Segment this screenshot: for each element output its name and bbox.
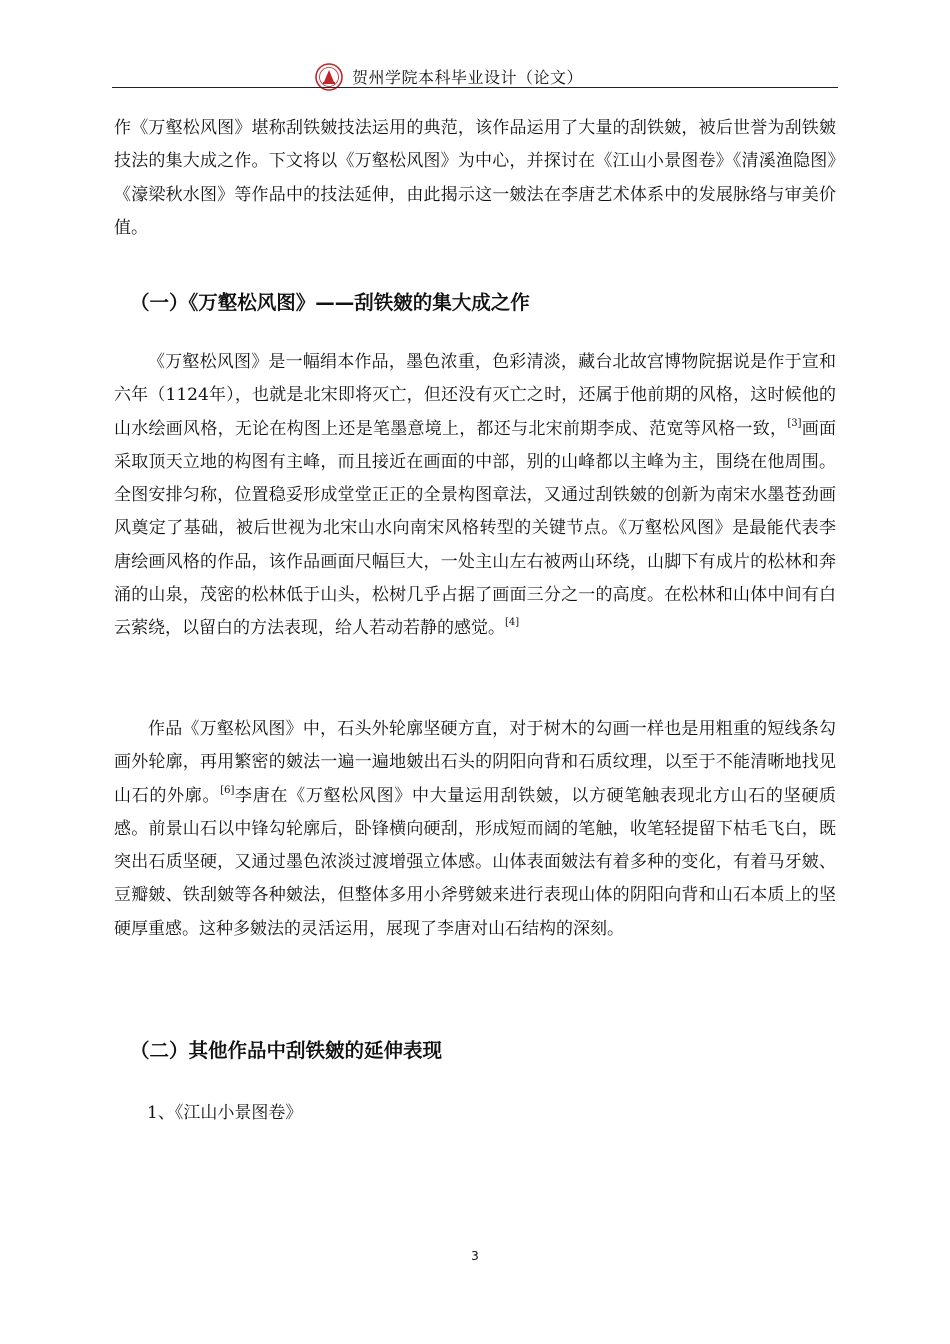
citation-ref: [6] [220,784,235,796]
citation-ref: [3] [787,417,802,429]
header-divider [112,87,838,88]
list-item: 1、《江山小景图卷》 [147,1103,303,1123]
paragraph-text: 《万壑松风图》是一幅绢本作品，墨色浓重，色彩清淡，藏台北故宫博物院据说是作于宣和六年（1124年），也就是北宋即将灭亡，但还没有灭亡之时，还属于他前期的风格，这时候他的山水绘画风格，无论在构图上还是笔墨意境上，都还与北宋前期李成、范宽等风格一致， [114,352,836,439]
body-paragraph-2 [114,713,836,946]
paragraph-text: 李唐在《万壑松风图》中大量运用刮铁皴，以方硬笔触表现北方山石的坚硬质感。前景山石以中锋勾轮廓后，卧锋横向硬刮，形成短而阔的笔触，收笔轻提留下枯毛飞白，既突出石质坚硬，又通过墨色浓淡过渡增强立体感。山体表面皴法有着多种的变化，有着马牙皴、豆瓣皴、铁刮皴等各种皴法，但整体多用小斧劈皴来进行表现山体的阴阳向背和山石本质上的坚硬厚重感。这种多皴法的灵活运用，展现了李唐对山石结构的深刻。 [114,785,837,939]
page-number: 3 [471,1249,479,1263]
citation-ref: [4] [505,617,520,629]
section-heading-1: （一）《万壑松风图》——刮铁皴的集大成之作 [130,291,530,314]
body-paragraph-1 [114,346,836,646]
paragraph-text: 作品《万壑松风图》中，石头外轮廓坚硬方直，对于树木的勾画一样也是用粗重的短线条勾画外轮廓，再用繁密的皴法一遍一遍地皴出石头的阴阳向背和石质纹理，以至于不能清晰地找见山石的外廓。 [114,719,836,806]
intro-paragraph: 作《万壑松风图》堪称刮铁皴技法运用的典范，该作品运用了大量的刮铁皴，被后世誉为刮铁皴技法的集大成之作。下文将以《万壑松风图》为中心，并探讨在《江山小景图卷》《清溪渔隐图》《濠梁秋水图》等作品中的技法延伸，由此揭示这一皴法在李唐艺术体系中的发展脉络与审美价值。 [114,118,836,238]
section-heading-2: （二）其他作品中刮铁皴的延伸表现 [130,1039,443,1062]
header-title: 贺州学院本科毕业设计（论文） [352,68,584,87]
page-header [112,60,838,90]
paragraph-text: 画面采取顶天立地的构图有主峰，而且接近在画面的中部，别的山峰都以主峰为主，围绕在他周围。全图安排匀称，位置稳妥形成堂堂正正的全景构图章法，又通过刮铁皴的创新为南宋水墨苍劲画风奠定了基础，被后世视为北宋山水向南宋风格转型的关键节点。《万壑松风图》是最能代表李唐绘画风格的作品，该作品画面尺幅巨大，一处主山左右被两山环绕，山脚下有成片的松林和奔涌的山泉，茂密的松林低于山头，松树几乎占据了画面三分之一的高度。在松林和山体中间有白云萦绕，以留白的方法表现，给人若动若静的感觉。 [114,418,837,639]
